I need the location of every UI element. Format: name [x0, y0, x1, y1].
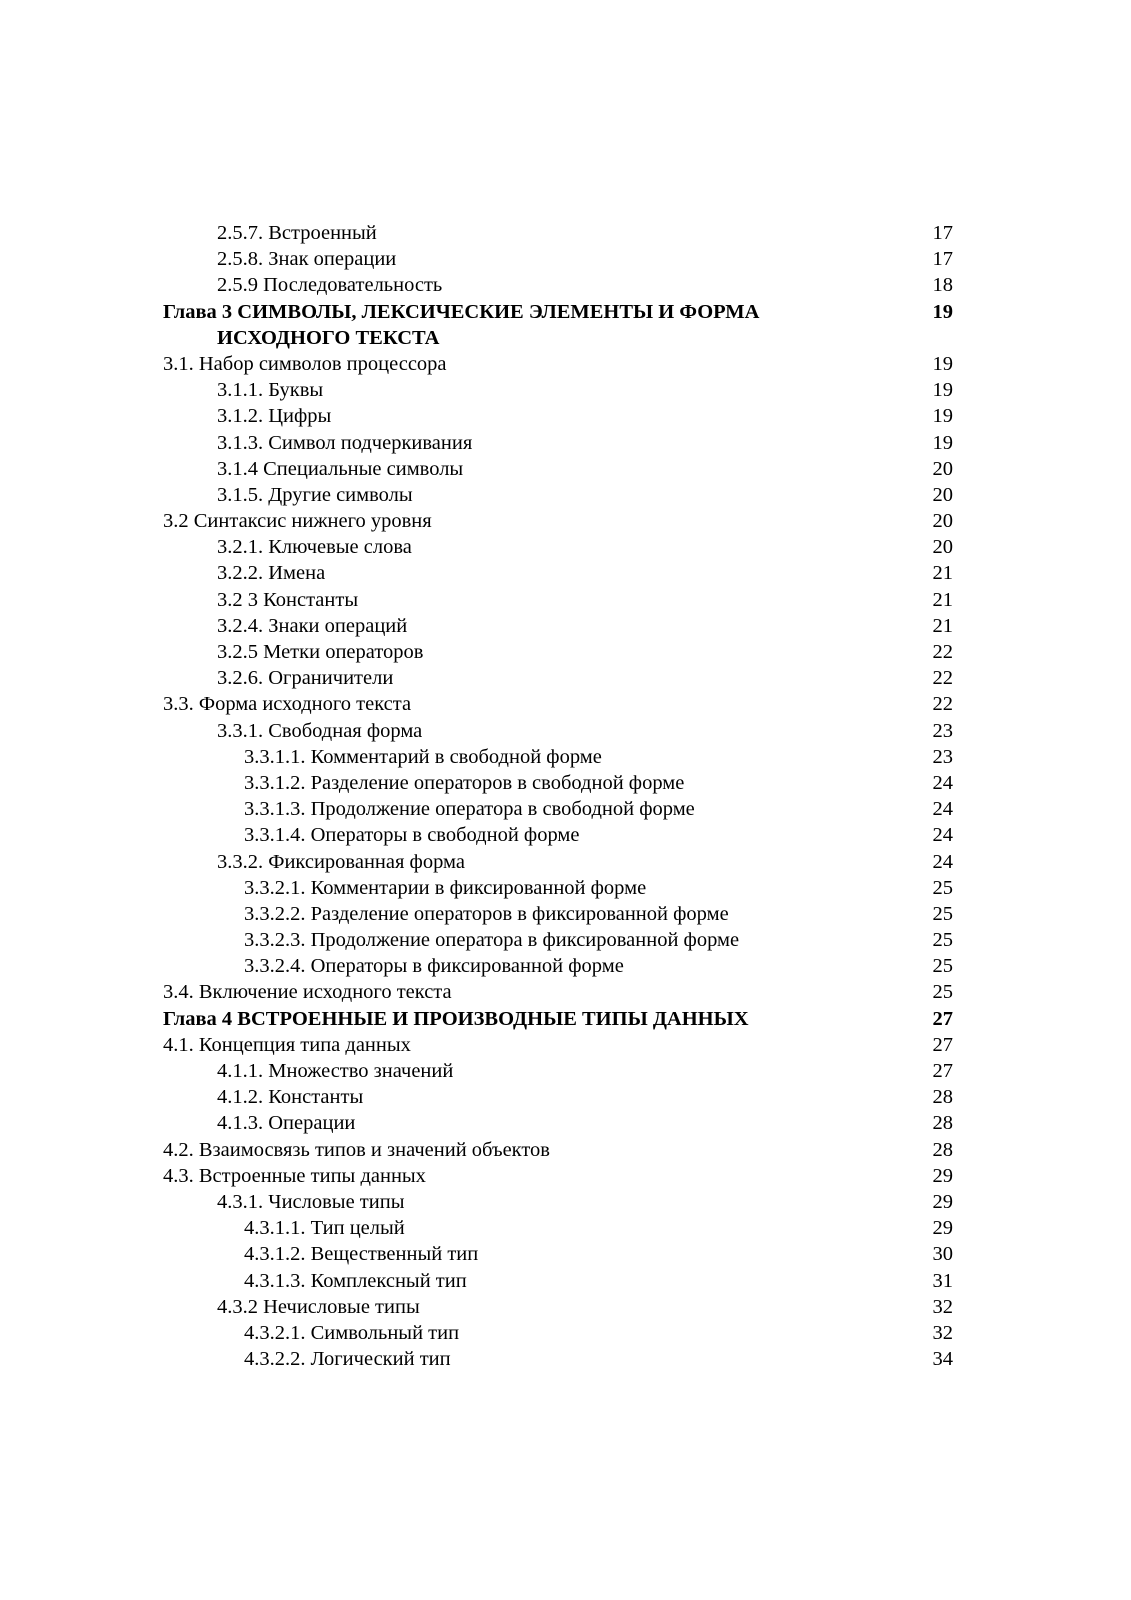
toc-page-number: 24 [932, 798, 953, 821]
toc-page-number: 29 [932, 1164, 953, 1187]
toc-entry-title [217, 430, 472, 456]
toc-entry-title-text: 4.3.1.3. Комплексный тип [244, 1269, 467, 1292]
toc-page-number: 20 [932, 457, 953, 480]
toc-entry-title [163, 979, 452, 1005]
toc-entry [163, 1084, 953, 1110]
toc-entry-title [244, 1320, 459, 1346]
toc-entry-title [244, 1215, 405, 1241]
toc-entry [163, 979, 953, 1005]
toc-entry-title-text: 4.3.1.2. Вещественный тип [244, 1243, 479, 1266]
toc-entry-title-text: 4.1.1. Множество значений [217, 1060, 454, 1083]
toc-entry-title-text: Глава 3 СИМВОЛЫ, ЛЕКСИЧЕСКИЕ ЭЛЕМЕНТЫ И ФОРМА [163, 300, 760, 323]
toc-entry-title [217, 1189, 404, 1215]
toc-entry-title-text: 3.2 Синтаксис нижнего уровня [163, 510, 432, 533]
toc-entry-title [163, 508, 432, 534]
toc-page-number: 25 [932, 981, 953, 1004]
toc-entry-title [217, 482, 413, 508]
toc-entry [163, 403, 953, 429]
toc-entry [163, 377, 953, 403]
toc-page-number: 19 [932, 352, 953, 375]
toc-entry [163, 1110, 953, 1136]
toc-page-number: 21 [932, 588, 953, 611]
toc-entry-title-text: 4.3.2.2. Логический тип [244, 1348, 451, 1371]
toc-entry-title [163, 1032, 411, 1058]
toc-entry-title [244, 953, 624, 979]
toc-entry-title [163, 351, 447, 377]
toc-entry-title-text: 3.3.2.3. Продолжение оператора в фиксированной форме [244, 929, 740, 952]
toc-entry-title [244, 875, 646, 901]
toc-entry [163, 849, 953, 875]
toc-entry [163, 351, 953, 377]
toc-entry-title-text: 3.2.5 Метки операторов [217, 641, 424, 664]
toc-entry-title-text: 3.1.4 Специальные символы [217, 457, 464, 480]
toc-entry [163, 901, 953, 927]
toc-entry [163, 744, 953, 770]
toc-page-number: 25 [932, 902, 953, 925]
toc-page-number: 29 [932, 1217, 953, 1240]
toc-entry-title [244, 1268, 467, 1294]
toc-entry [163, 822, 953, 848]
toc-entry-title [244, 1241, 478, 1267]
toc-page-number: 22 [932, 667, 953, 690]
toc-entry-title [244, 1346, 451, 1372]
toc-entry [163, 430, 953, 456]
toc-entry [163, 508, 953, 534]
toc-entry-title-text: 3.1.2. Цифры [217, 405, 332, 428]
toc-entry-title [217, 560, 325, 586]
toc-entry-title-text: 3.3.2. Фиксированная форма [217, 850, 465, 873]
toc-entry-title [163, 299, 853, 351]
toc-page-number: 18 [932, 274, 953, 297]
toc-entry-title [217, 220, 377, 246]
toc-entry-title-text: 4.2. Взаимосвязь типов и значений объектов [163, 1138, 550, 1161]
toc-page-number: 19 [932, 300, 953, 323]
toc-page-number: 19 [932, 431, 953, 454]
toc-entry-title [217, 1084, 363, 1110]
toc-entry [163, 1241, 953, 1267]
toc-entry-title [217, 613, 407, 639]
toc-entry-title-text: 3.3.1.2. Разделение операторов в свободной форме [244, 771, 685, 794]
toc-entry-title [217, 456, 463, 482]
toc-page-number: 32 [932, 1295, 953, 1318]
toc-page-number: 20 [932, 510, 953, 533]
toc-entry-title-text: 3.3.1.4. Операторы в свободной форме [244, 824, 580, 847]
toc-entry [163, 534, 953, 560]
toc-entry-title-text: Глава 4 ВСТРОЕННЫЕ И ПРОИЗВОДНЫЕ ТИПЫ ДАННЫХ [163, 1007, 749, 1030]
toc-entry-title [244, 770, 684, 796]
toc-page-number: 21 [932, 614, 953, 637]
toc-page-number: 27 [932, 1007, 953, 1030]
toc-page-number: 32 [932, 1321, 953, 1344]
toc-entry [163, 246, 953, 272]
toc-page-number: 24 [932, 850, 953, 873]
table-of-contents [163, 220, 953, 1372]
toc-entry-title-text: 3.2.1. Ключевые слова [217, 536, 412, 559]
toc-entry-title-text: 4.3.1. Числовые типы [217, 1190, 405, 1213]
toc-entry-title-text: 3.3. Форма исходного текста [163, 693, 412, 716]
toc-entry-title-text: 4.1.3. Операции [217, 1112, 356, 1135]
toc-entry-title-text: 2.5.9 Последовательность [217, 274, 443, 297]
toc-entry-title [217, 1110, 355, 1136]
toc-entry-title [244, 927, 739, 953]
toc-entry-title [217, 377, 323, 403]
toc-entry [163, 639, 953, 665]
toc-entry-title [217, 272, 442, 298]
toc-entry [163, 953, 953, 979]
toc-chapter-entry [163, 1006, 953, 1032]
toc-entry [163, 456, 953, 482]
toc-entry-title-text: 4.1. Концепция типа данных [163, 1033, 411, 1056]
toc-entry [163, 1137, 953, 1163]
toc-entry-title [244, 901, 729, 927]
toc-entry [163, 796, 953, 822]
toc-entry-title [217, 849, 465, 875]
toc-entry-title-text: 3.3.1.3. Продолжение оператора в свободной форме [244, 798, 695, 821]
toc-entry-title-text: 4.3.2.1. Символьный тип [244, 1321, 460, 1344]
toc-page-number: 28 [932, 1138, 953, 1161]
toc-entry [163, 1163, 953, 1189]
toc-chapter-entry [163, 299, 953, 351]
toc-entry-title-text: 3.2.6. Ограничители [217, 667, 394, 690]
toc-entry [163, 665, 953, 691]
toc-entry [163, 1189, 953, 1215]
toc-page-number: 30 [932, 1243, 953, 1266]
toc-page-number: 29 [932, 1190, 953, 1213]
toc-entry-title [217, 403, 331, 429]
toc-entry [163, 613, 953, 639]
toc-entry [163, 587, 953, 613]
toc-entry [163, 1268, 953, 1294]
toc-page-number: 25 [932, 876, 953, 899]
toc-entry [163, 1032, 953, 1058]
toc-entry-title-text: 3.2.4. Знаки операций [217, 614, 408, 637]
toc-entry-title [217, 1294, 420, 1320]
toc-page-number: 27 [932, 1033, 953, 1056]
toc-page-number: 27 [932, 1060, 953, 1083]
toc-entry-title [217, 246, 396, 272]
toc-entry-title-text: 3.1.3. Символ подчеркивания [217, 431, 473, 454]
toc-entry-title-text: 2.5.8. Знак операции [217, 248, 397, 271]
toc-entry-title [217, 718, 422, 744]
toc-entry [163, 1294, 953, 1320]
toc-entry-title [217, 1058, 453, 1084]
toc-entry-title-text: 3.1. Набор символов процессора [163, 352, 447, 375]
toc-entry [163, 482, 953, 508]
toc-page-number: 23 [932, 719, 953, 742]
toc-page-number: 25 [932, 955, 953, 978]
toc-entry-title [217, 665, 393, 691]
toc-entry [163, 927, 953, 953]
toc-entry-title [244, 796, 695, 822]
toc-entry-title-text: 4.3. Встроенные типы данных [163, 1164, 426, 1187]
toc-page-number: 21 [932, 562, 953, 585]
toc-entry [163, 272, 953, 298]
toc-page-number: 28 [932, 1112, 953, 1135]
toc-page-number: 24 [932, 824, 953, 847]
toc-entry-title-text: 4.1.2. Константы [217, 1086, 364, 1109]
toc-entry [163, 1215, 953, 1241]
toc-entry-title-text: 3.3.2.2. Разделение операторов в фиксированной форме [244, 902, 729, 925]
toc-entry-title [163, 691, 411, 717]
toc-entry-title-text: 3.4. Включение исходного текста [163, 981, 452, 1004]
toc-page-number: 28 [932, 1086, 953, 1109]
toc-entry-title-text: 4.3.2 Нечисловые типы [217, 1295, 420, 1318]
toc-page-number: 31 [932, 1269, 953, 1292]
toc-entry-title [163, 1006, 853, 1032]
toc-entry-title [244, 822, 579, 848]
toc-entry-title-text: 3.2.2. Имена [217, 562, 326, 585]
toc-entry-title-text: 3.1.1. Буквы [217, 379, 324, 402]
toc-entry [163, 1320, 953, 1346]
toc-page-number: 19 [932, 405, 953, 428]
toc-page-number: 34 [932, 1348, 953, 1371]
toc-entry-title [244, 744, 602, 770]
toc-entry-title-text: 3.3.1. Свободная форма [217, 719, 423, 742]
toc-page-number: 20 [932, 483, 953, 506]
toc-page-number: 20 [932, 536, 953, 559]
toc-entry-title [217, 639, 423, 665]
toc-entry-title-text: 4.3.1.1. Тип целый [244, 1217, 405, 1240]
toc-page-number: 25 [932, 929, 953, 952]
toc-entry-title [217, 534, 412, 560]
toc-page-number: 22 [932, 641, 953, 664]
toc-entry-title-text: 3.3.2.4. Операторы в фиксированной форме [244, 955, 624, 978]
toc-entry-title-text: 3.1.5. Другие символы [217, 483, 413, 506]
toc-entry [163, 220, 953, 246]
toc-entry-title [163, 1137, 550, 1163]
toc-page-number: 19 [932, 379, 953, 402]
toc-page-number: 24 [932, 771, 953, 794]
toc-entry-title-text: 3.2 3 Константы [217, 588, 359, 611]
toc-entry-title-text: 2.5.7. Встроенный [217, 222, 377, 244]
toc-entry [163, 770, 953, 796]
toc-entry [163, 1058, 953, 1084]
toc-entry [163, 1346, 953, 1372]
toc-page-number: 22 [932, 693, 953, 716]
toc-page-number: 23 [932, 745, 953, 768]
toc-entry [163, 875, 953, 901]
toc-entry-title-continuation: ИСХОДНОГО ТЕКСТА [217, 326, 440, 349]
toc-entry-title [217, 587, 358, 613]
toc-entry [163, 691, 953, 717]
toc-entry-title [163, 1163, 426, 1189]
toc-entry [163, 560, 953, 586]
toc-page-number: 17 [932, 222, 953, 244]
toc-entry-title-text: 3.3.2.1. Комментарии в фиксированной форме [244, 876, 647, 899]
toc-entry-title-text: 3.3.1.1. Комментарий в свободной форме [244, 745, 602, 768]
toc-page-number: 17 [932, 248, 953, 271]
toc-entry [163, 718, 953, 744]
